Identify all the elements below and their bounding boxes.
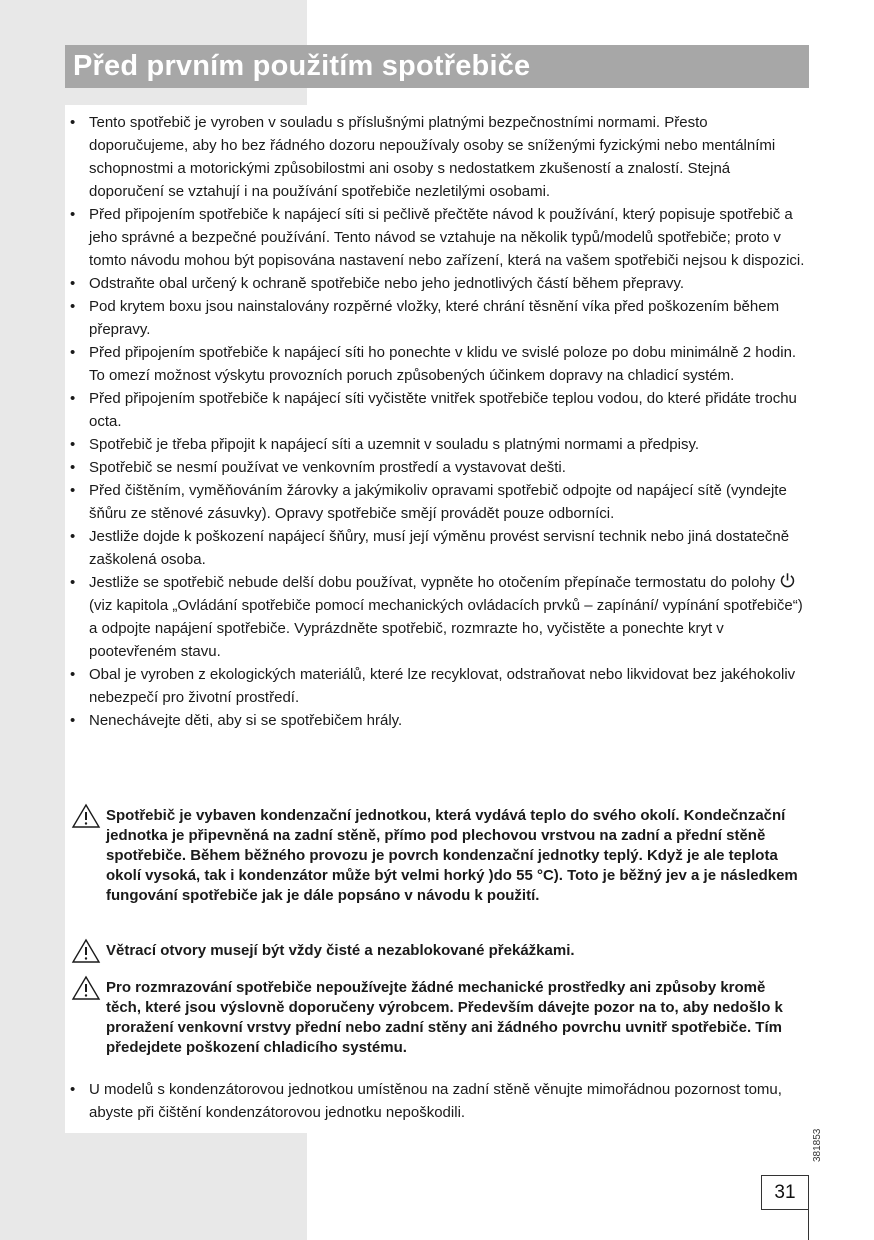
warning-block-defrosting [71, 978, 801, 1058]
list-item: • Obal je vyroben z ekologických materiálů, které lze recyklovat, odstraňovat nebo likvidovat bez jakéhokoliv nebezpečí pro životní prostředí. [65, 663, 805, 709]
list-item: • Pod krytem boxu jsou nainstalovány rozpěrné vložky, které chrání těsnění víka před poškozením během přepravy. [65, 295, 805, 341]
bullet-list-final [65, 1078, 805, 1124]
bullet-dot: • [70, 206, 76, 223]
list-item: • Nenechávejte děti, aby si se spotřebičem hrály. [65, 709, 805, 732]
list-item: • Před připojením spotřebiče k napájecí síti si pečlivě přečtěte návod k používání, který popisuje spotřebič a jeho správné a bezpečné používání. Tento návod se vztahuje na několik typů/modelů spotřebiče; proto v tomto návodu mohou být popisována nastavení nebo zařízení, která na vašem spotřebiči nejsou k dispozici. [65, 203, 805, 272]
bullet-dot: • [70, 666, 76, 683]
bullet-dot: • [70, 436, 76, 453]
warning-icon [71, 938, 101, 964]
bullet-dot: • [70, 298, 76, 315]
list-item: • Spotřebič je třeba připojit k napájecí síti a uzemnit v souladu s platnými normami a předpisy. [65, 433, 805, 456]
bullet-dot: • [70, 712, 76, 729]
warning-text: Větrací otvory musejí být vždy čisté a nezablokované překážkami. [106, 942, 575, 959]
list-item: • Jestliže se spotřebič nebude delší dobu používat, vypněte ho otočením přepínače termostatu do polohy (viz kapitola „Ovládání spotřebiče pomocí mechanických ovládacích prvků – zapínání/ vypínání spotřebiče“) a odpojte napájení spotřebiče. Vyprázdněte spotřebič, rozmrazte ho, vyčistěte a ponechte kryt v pootevřeném stavu. [65, 571, 805, 663]
warning-icon [71, 975, 101, 1001]
warning-text: Pro rozmrazování spotřebiče nepoužívejte žádné mechanické prostředky ani způsoby kromě těch, které jsou výslovně doporučeny výrobcem. Především dávejte pozor na to, aby nedošlo k proražení venkovní vrstvy přední nebo zadní stěny ani žádného povrchu uvnitř spotřebiče. Tím předejdete poškození chladicího systému. [106, 979, 783, 1056]
list-item: • Jestliže dojde k poškození napájecí šňůry, musí její výměnu provést servisní technik nebo jiná dostatečně zaškolená osoba. [65, 525, 805, 571]
bullet-dot: • [70, 390, 76, 407]
page-title: Před prvním použitím spotřebiče [73, 50, 531, 82]
bullet-dot: • [70, 528, 76, 545]
list-item: • Spotřebič se nesmí používat ve venkovním prostředí a vystavovat dešti. [65, 456, 805, 479]
list-item: • Před čištěním, vyměňováním žárovky a jakýmikoliv opravami spotřebič odpojte od napájecí sítě (vyndejte šňůru ze stěnové zásuvky). Opravy spotřebiče smějí provádět pouze odborníci. [65, 479, 805, 525]
bullet-dot: • [70, 344, 76, 361]
warning-block-vents [71, 941, 801, 961]
warning-icon [71, 803, 101, 829]
list-item: • U modelů s kondenzátorovou jednotkou umístěnou na zadní stěně věnujte mimořádnou pozornost tomu, abyste při čištění kondenzátorovou jednotku nepoškodili. [65, 1078, 805, 1124]
document-code: 381853 [812, 1128, 823, 1162]
page-number: 31 [761, 1175, 809, 1210]
list-item: • Před připojením spotřebiče k napájecí síti vyčistěte vnitřek spotřebiče teplou vodou, do které přidáte trochu octa. [65, 387, 805, 433]
right-white-band [808, 0, 874, 1240]
content-area [65, 105, 809, 1133]
page-number-rule [808, 1210, 809, 1240]
warning-text: Spotřebič je vybaven kondenzační jednotkou, která vydává teplo do svého okolí. Kondečnzační jednotka je připevněná na zadní stěně, přímo pod plechovou vrstvou na zadní a přední stěně spotřebiče. Během běžného provozu je povrch kondenzační jednotky teplý. Když je ale teplota okolí vysoká, tak i kondenzátor může být velmi horký )do 55 °C). Toto je běžný jev a je následkem fungování spotřebiče jak je dále popsáno v návodu k použití. [106, 807, 798, 904]
warning-block-condenser [71, 806, 801, 906]
bullet-list [65, 111, 805, 732]
list-item: • Před připojením spotřebiče k napájecí síti ho ponechte v klidu ve svislé poloze po dobu minimálně 2 hodin. To omezí možnost výskytu provozních poruch způsobených účinkem dopravy na chladicí systém. [65, 341, 805, 387]
list-item: • Odstraňte obal určený k ochraně spotřebiče nebo jeho jednotlivých částí během přepravy. [65, 272, 805, 295]
title-bar [65, 45, 809, 88]
bullet-dot: • [70, 574, 76, 591]
list-item: • Tento spotřebič je vyroben v souladu s příslušnými platnými bezpečnostními normami. Přesto doporučujeme, aby ho bez řádného dozoru nepoužívaly osoby se sníženými fyzickými nebo mentálními schopnostmi a motorickými způsobilostmi ani osoby s nedostatkem zkušeností a znalostí. Stejná doporučení se vztahují i na používání spotřebiče nezletilými osobami. [65, 111, 805, 203]
power-icon [779, 572, 796, 589]
bullet-dot: • [70, 459, 76, 476]
bullet-dot: • [70, 275, 76, 292]
bullet-dot: • [70, 482, 76, 499]
bullet-dot: • [70, 114, 76, 131]
bullet-dot: • [70, 1081, 76, 1098]
